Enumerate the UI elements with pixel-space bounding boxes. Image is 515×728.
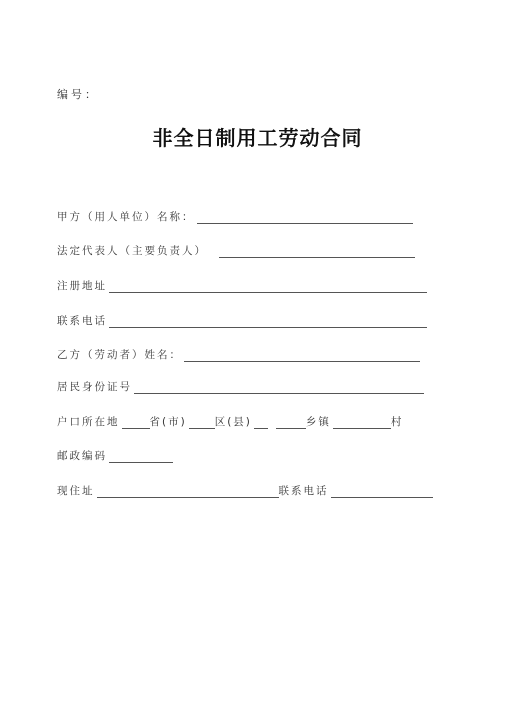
contact-phone-label: 联系电话 [57, 315, 107, 327]
document-number-label: 编号： [57, 88, 99, 101]
page-title: 非全日制用工劳动合同 [152, 126, 363, 150]
party-b-name-field[interactable] [184, 350, 420, 362]
hukou-district-label: 区(县) [214, 416, 252, 428]
hukou-province-label: 省(市) [149, 416, 187, 428]
party-b-name-label: 乙方（劳动者）姓名： [57, 349, 182, 361]
current-address-field[interactable] [97, 486, 279, 498]
hukou-district-field[interactable] [254, 417, 268, 429]
party-a-name-row [57, 209, 413, 224]
legal-rep-label: 法定代表人（主要负责人） [57, 245, 207, 257]
legal-rep-row [57, 243, 415, 258]
current-address-label: 现住址 [57, 485, 95, 497]
registered-address-field[interactable] [109, 281, 427, 293]
hukou-city-field[interactable] [189, 417, 215, 429]
party-a-name-field[interactable] [197, 212, 413, 224]
registered-address-row [57, 278, 427, 293]
id-number-row [57, 379, 424, 394]
contact-phone-field[interactable] [109, 316, 427, 328]
hukou-province-field[interactable] [122, 417, 150, 429]
hukou-label: 户口所在地 [57, 416, 120, 428]
id-number-field[interactable] [134, 382, 424, 394]
party-b-name-row [57, 347, 420, 362]
hukou-town-label: 乡镇 [305, 416, 331, 428]
party-a-name-label: 甲方（用人单位）名称： [57, 211, 195, 223]
legal-rep-field[interactable] [219, 246, 415, 258]
current-address-row [57, 483, 433, 498]
contact-phone-row [57, 313, 427, 328]
hukou-town-field[interactable] [276, 417, 306, 429]
registered-address-label: 注册地址 [57, 280, 107, 292]
hukou-village-field[interactable] [333, 417, 391, 429]
hukou-village-label: 村 [390, 416, 404, 428]
current-phone-label: 联系电话 [278, 485, 329, 497]
postal-code-field[interactable] [109, 451, 173, 463]
postal-code-label: 邮政编码 [57, 450, 107, 462]
id-number-label: 居民身份证号 [57, 381, 132, 393]
postal-code-row [57, 448, 173, 463]
current-phone-field[interactable] [331, 486, 433, 498]
hukou-row [57, 414, 403, 429]
